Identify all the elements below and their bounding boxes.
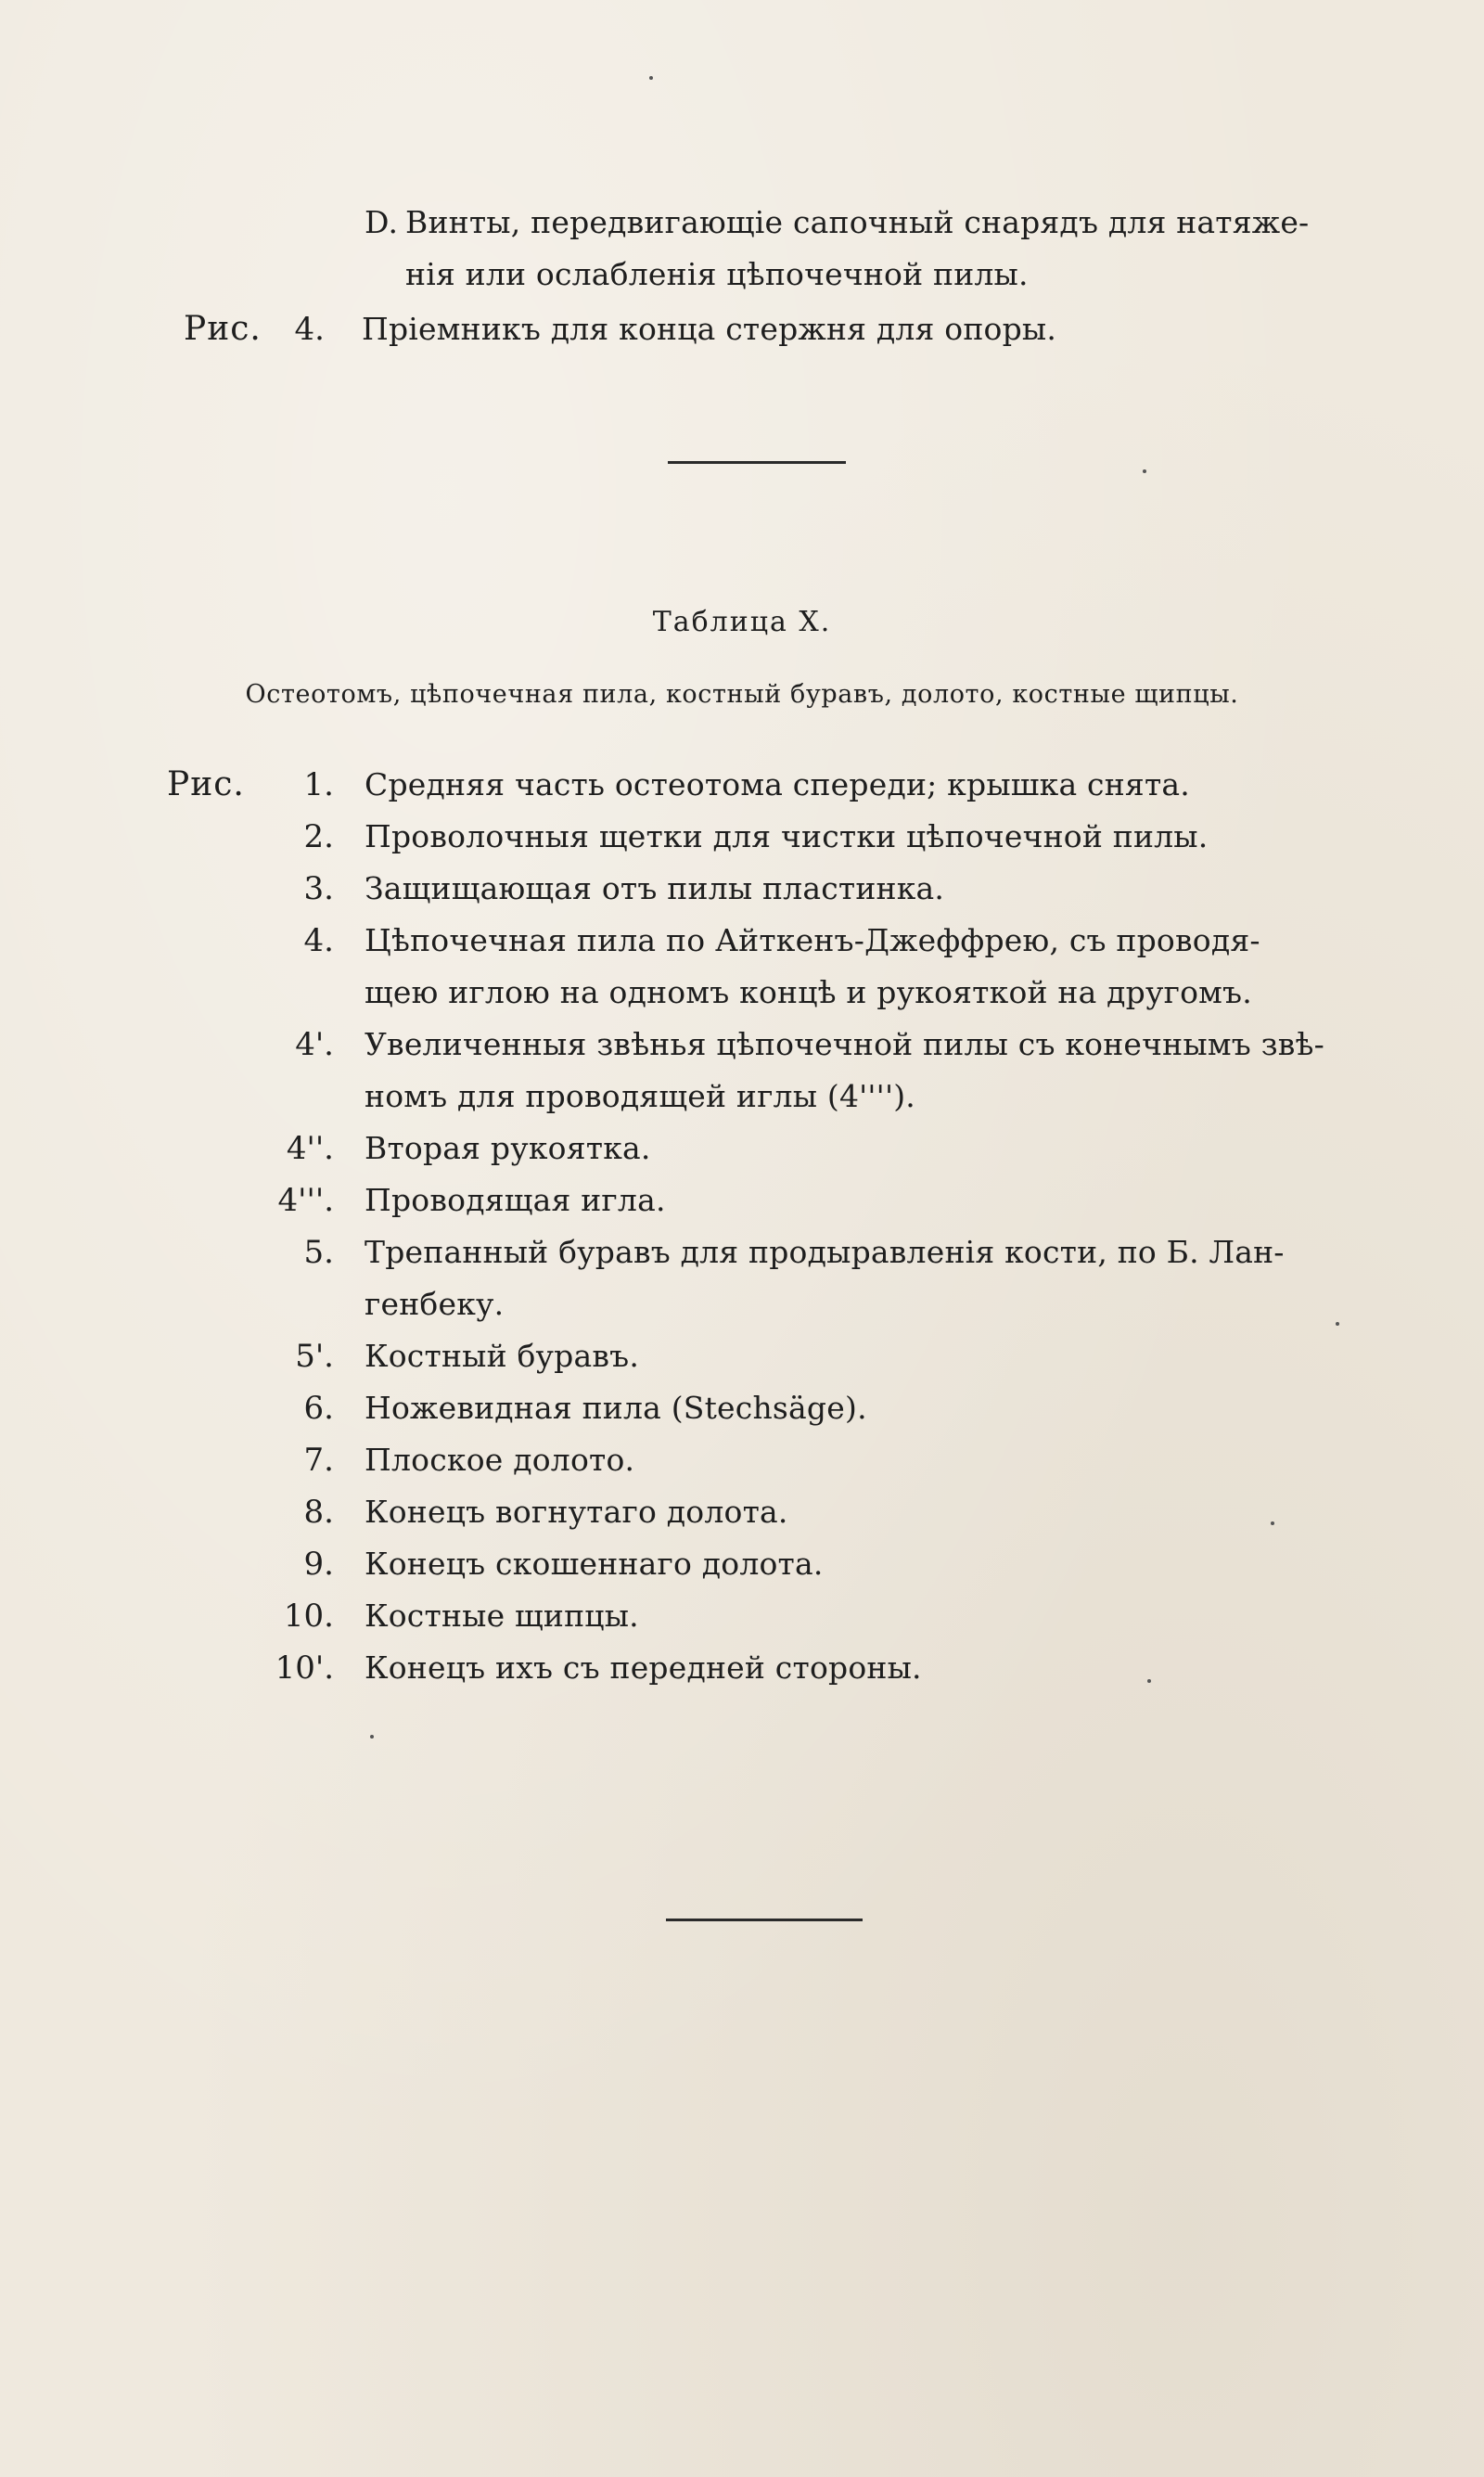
print-speck: [1143, 469, 1146, 473]
figure-number: 7.: [303, 1442, 334, 1479]
print-speck: [1336, 1322, 1339, 1326]
fig4-text: Пріемникъ для конца стержня для опоры.: [362, 311, 1057, 347]
figure-number: 3.: [303, 870, 334, 907]
figure-description-line: Конецъ скошеннаго долота.: [365, 1546, 824, 1582]
separator-rule-top: [668, 461, 846, 464]
separator-rule-bottom: [666, 1919, 863, 1921]
item-d-line-2: нія или ослабленія цѣпочечной пилы.: [405, 256, 1029, 292]
figure-description-line: Ножевидная пила (Stechsäge).: [365, 1390, 867, 1426]
figure-number: 5.: [303, 1234, 334, 1271]
print-speck: [649, 76, 653, 80]
figure-description-line: Защищающая отъ пилы пластинка.: [365, 870, 945, 906]
table-subtitle: Остеотомъ, цѣпочечная пила, костный буравъ, долото, костные щипцы.: [245, 680, 1239, 709]
figure-number: 10'.: [275, 1649, 334, 1687]
figure-description-line: щею иглою на одномъ концѣ и рукояткой на другомъ.: [365, 974, 1252, 1010]
figure-number: 2.: [303, 818, 334, 855]
figure-number: 5'.: [295, 1338, 334, 1375]
fig4-number: 4.: [294, 311, 325, 348]
fig4-label: Рис.: [184, 310, 262, 348]
figure-description-line: Проводящая игла.: [365, 1182, 666, 1218]
figure-description-line: Конецъ ихъ съ передней стороны.: [365, 1649, 922, 1686]
print-speck: [1147, 1679, 1151, 1683]
figure-number: 8.: [303, 1494, 334, 1531]
figure-description-line: Трепанный буравъ для продыравленія кости, по Б. Лан-: [365, 1234, 1285, 1270]
figure-number: 4.: [303, 922, 334, 959]
print-speck: [370, 1735, 374, 1739]
figure-number: 10.: [283, 1598, 334, 1635]
figure-description-line: Костный буравъ.: [365, 1338, 640, 1374]
figure-description-line: Костные щипцы.: [365, 1598, 639, 1634]
item-d-line-1: Винты, передвигающіе сапочный снарядъ для натяже-: [405, 204, 1310, 240]
table-fig-label: Рис.: [167, 765, 245, 803]
item-d-letter: D.: [365, 204, 399, 240]
figure-description-line: номъ для проводящей иглы (4'''').: [365, 1078, 915, 1114]
figure-description-line: Конецъ вогнутаго долота.: [365, 1494, 788, 1530]
figure-description-line: Цѣпочечная пила по Айткенъ-Джеффрею, съ проводя-: [365, 922, 1260, 958]
figure-number: 4''.: [286, 1130, 334, 1167]
figure-number: 9.: [303, 1546, 334, 1583]
figure-description-line: Проволочныя щетки для чистки цѣпочечной пилы.: [365, 818, 1209, 854]
table-title: Таблица X.: [652, 606, 832, 638]
figure-number: 6.: [303, 1390, 334, 1427]
figure-number: 1.: [303, 766, 334, 803]
figure-description-line: Увеличенныя звѣнья цѣпочечной пилы съ конечнымъ звѣ-: [365, 1026, 1325, 1062]
figure-description-line: генбеку.: [365, 1286, 505, 1322]
figure-description-line: Средняя часть остеотома спереди; крышка снята.: [365, 766, 1190, 802]
figure-description-line: Плоское долото.: [365, 1442, 635, 1478]
print-speck: [1271, 1521, 1274, 1525]
figure-number: 4'''.: [277, 1182, 334, 1219]
figure-number: 4'.: [295, 1026, 334, 1063]
figure-description-line: Вторая рукоятка.: [365, 1130, 651, 1166]
